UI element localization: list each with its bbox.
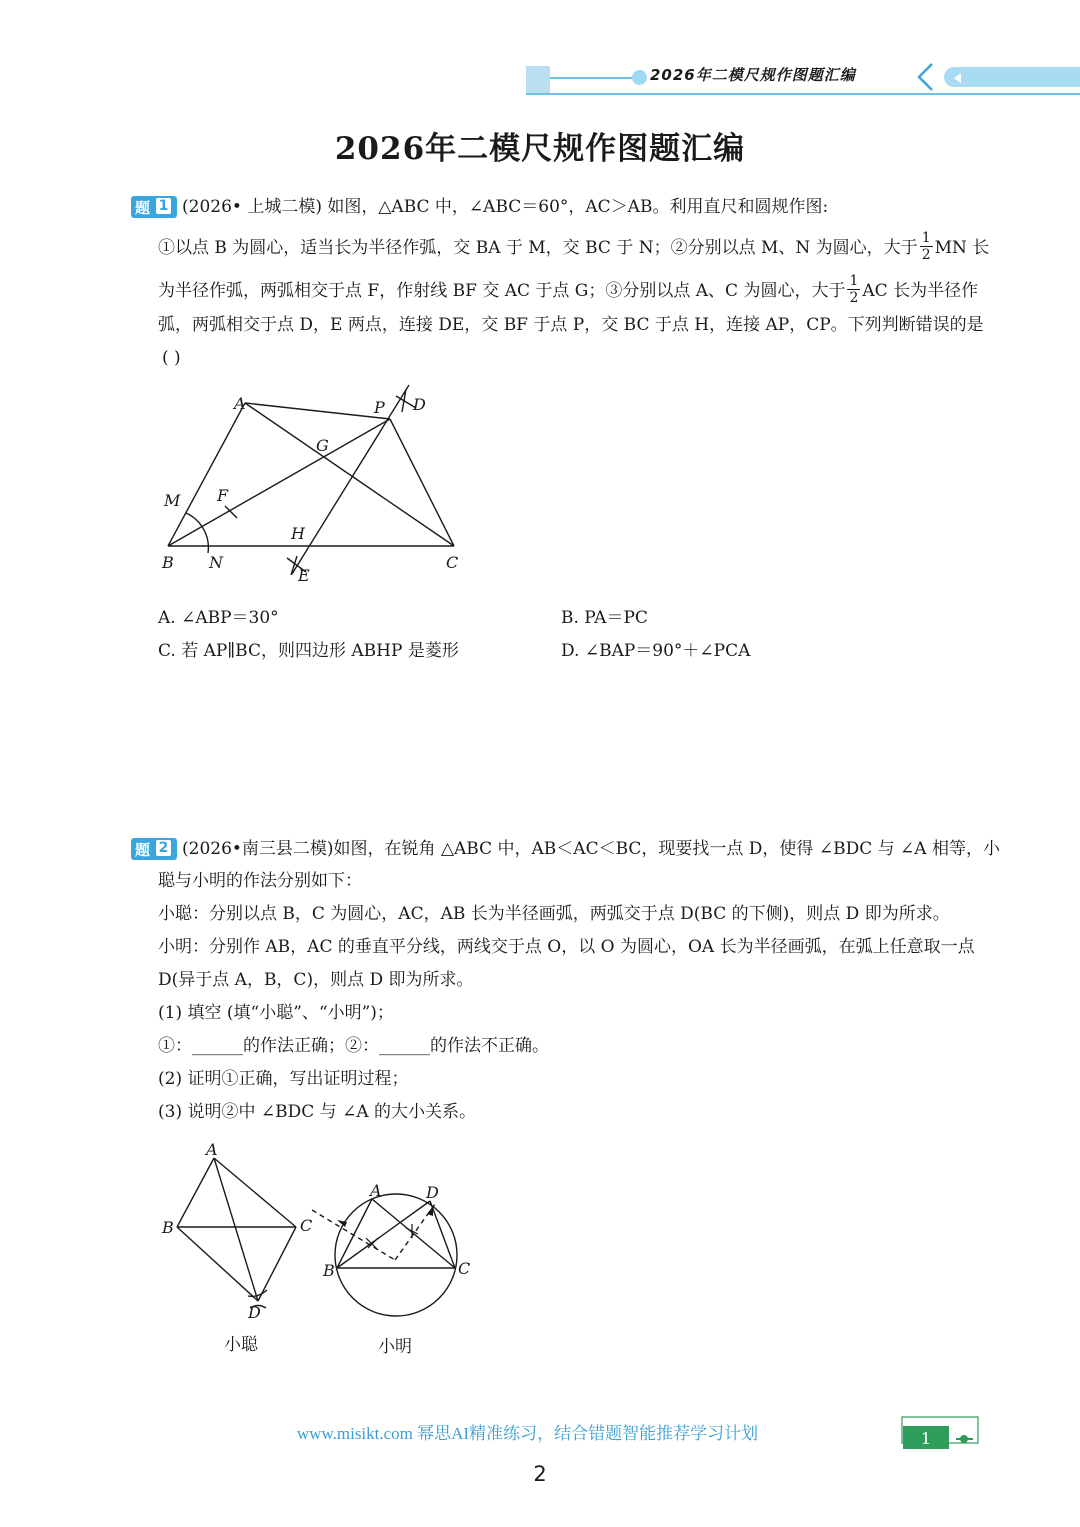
triangle-left-icon — [952, 72, 964, 84]
q1-figure — [150, 378, 480, 590]
fraction-denominator: 2 — [921, 247, 931, 263]
label-c: C — [300, 1216, 313, 1235]
q2-line-2: 聪与小明的作法分别如下： — [158, 871, 362, 891]
caption-xiaocong: 小聪 — [224, 1335, 258, 1355]
header-block — [526, 66, 550, 94]
label-b: B — [162, 1218, 174, 1237]
segment-cd — [258, 1227, 296, 1301]
header-title: 2026年二模尺规作图题汇编 — [650, 66, 856, 84]
q1-line-2-a: ①以点 B 为圆心，适当长为半径作弧，交 BA 于 M，交 BC 于 N；②分别以点 M、N 为圆心，大于 — [158, 238, 918, 258]
caption-xiaoming: 小明 — [378, 1337, 412, 1357]
label-d: D — [413, 395, 426, 414]
fraction-numerator: 1 — [849, 273, 859, 289]
option-d: D. ∠BAP＝90°＋∠PCA — [561, 641, 751, 661]
segment-ac — [214, 1158, 296, 1227]
q2-line-9: (3) 说明②中 ∠BDC 与 ∠A 的大小关系。 — [158, 1102, 476, 1122]
label-a: A — [206, 1140, 218, 1159]
label-e: E — [298, 566, 310, 585]
q2-figure-xiaoming — [300, 1176, 490, 1368]
segment-pc — [390, 419, 454, 546]
q2-line-3: 小聪：分别以点 B，C 为圆心，AC，AB 长为半径画弧，两弧交于点 D(BC 的下侧)，则点 D 即为所求。 — [158, 904, 950, 924]
option-a: A. ∠ABP＝30° — [158, 608, 279, 628]
label-h: H — [291, 524, 305, 543]
q1-line-3-a: 为半径作弧，两弧相交于点 F，作射线 BF 交 AC 于点 G；③分别以点 A、C 为圆心，大于 — [158, 281, 846, 301]
label-n: N — [209, 553, 223, 572]
header-rule — [526, 93, 1080, 95]
q1-line-1: (2026• 上城二模) 如图，△ABC 中，∠ABC＝60°，AC＞AB。利用直尺和圆规作图: — [182, 197, 829, 217]
mark-ab-2 — [368, 1238, 378, 1248]
q1-line-2-b: MN 长 — [934, 238, 990, 258]
option-c: C. 若 AP∥BC，则四边形 ABHP 是菱形 — [158, 641, 459, 661]
ray-bf — [168, 419, 390, 546]
label-c: C — [446, 553, 459, 572]
q1-line-3-b: AC 长为半径作 — [862, 281, 979, 301]
q2-line-1: (2026•南三县二模)如图，在锐角 △ABC 中，AB＜AC＜BC，现要找一点 D，使得 ∠BDC 与 ∠A 相等，小 — [182, 839, 1000, 859]
page-title: 2026年二模尺规作图题汇编 — [334, 131, 746, 167]
label-a: A — [234, 394, 246, 413]
page-number: 2 — [533, 1462, 547, 1486]
segment-ab — [177, 1158, 214, 1227]
footer-badge-number: 1 — [920, 1429, 932, 1448]
q2-line-8: (2) 证明①正确，写出证明过程； — [158, 1069, 409, 1089]
question-badge-label: 题 — [135, 199, 151, 217]
label-d: D — [426, 1183, 439, 1202]
label-g: G — [316, 436, 329, 455]
question-badge-2 — [131, 838, 177, 860]
segment-ac — [245, 403, 454, 546]
label-p: P — [374, 398, 385, 417]
footer-text: www.misikt.com 幂思AI精准练习，结合错题智能推荐学习计划 — [296, 1424, 759, 1443]
q2-line-5: D(异于点 A，B，C)，则点 D 即为所求。 — [158, 970, 474, 990]
option-b: B. PA＝PC — [561, 608, 648, 628]
segment-ap — [245, 403, 390, 419]
segment-bd — [177, 1227, 258, 1301]
arc-mark-d-1 — [248, 1290, 267, 1296]
header-dot — [632, 70, 647, 85]
segment-bd — [337, 1201, 430, 1268]
segment-ad — [214, 1158, 258, 1301]
q2-line-7: ①：______的作法正确；②：______的作法不正确。 — [158, 1036, 549, 1056]
fraction-numerator: 1 — [921, 230, 931, 246]
chevron-left-icon — [914, 60, 936, 94]
label-b: B — [323, 1261, 335, 1280]
fraction-half — [847, 273, 860, 306]
q1-line-2 — [158, 232, 989, 265]
label-f: F — [217, 486, 229, 505]
label-d: D — [248, 1303, 261, 1322]
header-tab — [944, 67, 1080, 87]
q1-line-3 — [158, 275, 978, 308]
fraction-denominator: 2 — [849, 290, 859, 306]
question-badge-1 — [131, 196, 177, 218]
question-badge-number: 1 — [156, 198, 171, 214]
label-m: M — [164, 491, 181, 510]
question-badge-number: 2 — [156, 840, 171, 856]
label-b: B — [162, 553, 174, 572]
fraction-half — [920, 230, 933, 263]
q2-line-4: 小明：分别作 AB，AC 的垂直平分线，两线交于点 O，以 O 为圆心，OA 长为半径画弧，在弧上任意取一点 — [158, 937, 975, 957]
label-a: A — [370, 1181, 382, 1200]
header-line — [550, 77, 634, 79]
q1-line-4: 弧，两弧相交于点 D，E 两点，连接 DE，交 BF 于点 P，交 BC 于点 H，连接 AP，CP。下列判断错误的是 — [158, 315, 984, 335]
question-badge-label: 题 — [135, 841, 151, 859]
q1-answer-bracket: ( ) — [162, 348, 181, 368]
footer-page-badge — [901, 1416, 981, 1450]
q2-line-6: (1) 填空 (填“小聪”、“小明”)； — [158, 1003, 394, 1023]
label-c: C — [458, 1259, 471, 1278]
